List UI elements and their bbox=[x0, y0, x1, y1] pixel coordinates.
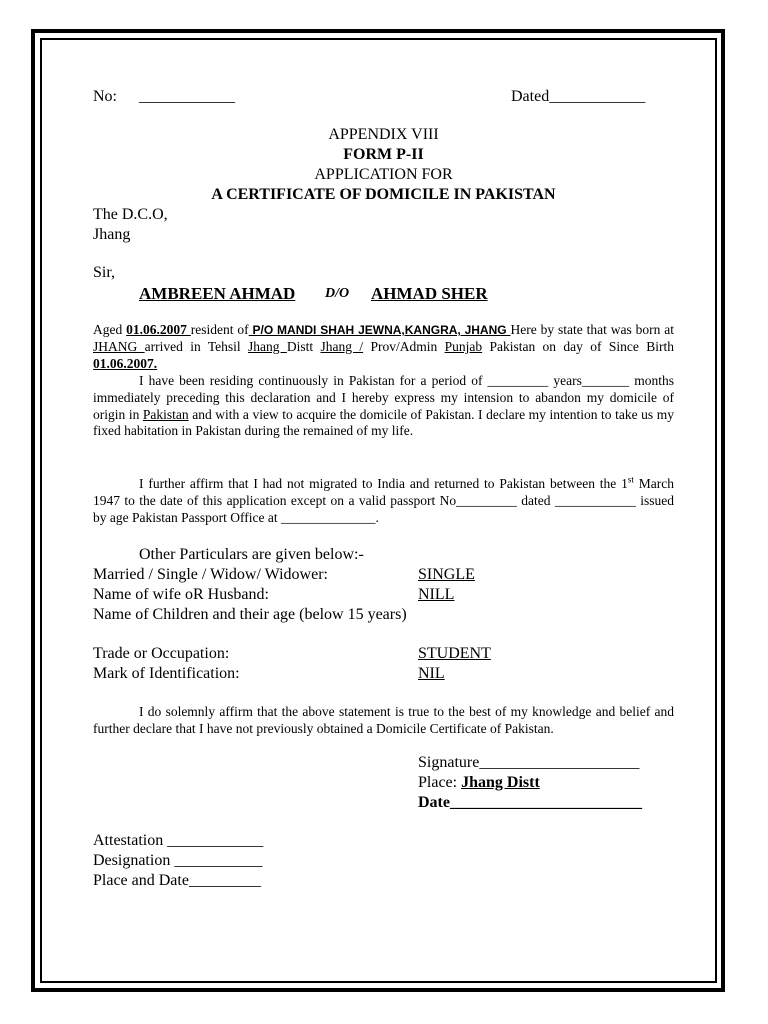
tehsil-value: Jhang bbox=[248, 338, 287, 354]
migration-text-a: I further affirm that I had not migrated to India and returned to Pakistan between the 1 bbox=[139, 476, 628, 491]
marital-label: Married / Single / Widow/ Widower: bbox=[93, 566, 328, 583]
migration-paragraph bbox=[93, 476, 674, 526]
birth-paragraph bbox=[93, 322, 674, 372]
form-title: FORM P-II bbox=[343, 146, 424, 163]
residence-text-b: and with a view to acquire the domicile of Pakistan. I declare my intention to take us my fixed habitation in Pakistan during the remained of my life. bbox=[93, 406, 674, 439]
designation-line: Designation ___________ bbox=[93, 852, 263, 869]
particulars-heading: Other Particulars are given below:- bbox=[139, 546, 364, 563]
signature-line: Signature____________________ bbox=[418, 754, 640, 771]
place-value: Jhang Distt bbox=[461, 774, 540, 791]
arrived-text: arrived in Tehsil bbox=[144, 338, 248, 354]
province-value: Punjab bbox=[444, 338, 483, 354]
addressee-line2: Jhang bbox=[93, 226, 131, 243]
dated-blank: ____________ bbox=[549, 88, 646, 105]
state-text: Here by state that was born at bbox=[510, 322, 674, 337]
number-label: No: bbox=[93, 88, 117, 105]
address-value: P/O MANDI SHAH JEWNA,KANGRA, JHANG bbox=[248, 323, 511, 337]
applicant-name: AMBREEN AHMAD bbox=[139, 284, 296, 303]
attestation-line: Attestation ____________ bbox=[93, 832, 264, 849]
marital-value: SINGLE bbox=[418, 566, 475, 583]
residence-paragraph bbox=[93, 373, 674, 440]
district-value: Jhang / bbox=[320, 338, 364, 354]
mark-value: NIL bbox=[418, 665, 445, 682]
dated-label: Dated bbox=[511, 88, 550, 105]
born-at-value: JHANG bbox=[93, 338, 145, 354]
country-value: Pakistan bbox=[142, 406, 189, 422]
occupation-label: Trade or Occupation: bbox=[93, 645, 230, 662]
on-day-text: Pakistan on day of Since Birth bbox=[482, 338, 674, 354]
affirmation-paragraph: I do solemnly affirm that the above statement is true to the best of my knowledge and belief and further declare that I have not previously obtained a Domicile Certificate of Pakistan. bbox=[93, 704, 674, 736]
date-line: Date________________________ bbox=[418, 794, 642, 811]
number-blank: ____________ bbox=[139, 88, 235, 105]
certificate-title: A CERTIFICATE OF DOMICILE IN PAKISTAN bbox=[211, 186, 556, 203]
children-label: Name of Children and their age (below 15 years) bbox=[93, 606, 407, 623]
application-for-title: APPLICATION FOR bbox=[314, 166, 453, 183]
number-field bbox=[93, 88, 235, 106]
spouse-label: Name of wife oR Husband: bbox=[93, 586, 269, 603]
place-label: Place: bbox=[418, 774, 462, 791]
place-date-line: Place and Date_________ bbox=[93, 872, 261, 889]
aged-text: Aged bbox=[93, 322, 127, 337]
occupation-value: STUDENT bbox=[418, 645, 491, 662]
salutation: Sir, bbox=[93, 264, 116, 281]
dated-field bbox=[511, 88, 645, 106]
migration-text-b: March 1947 to the date of this application except on a valid passport No_________ dated ____________ issued by age Pakistan Passport Office at ______________. bbox=[93, 476, 675, 525]
prov-text: Prov/Admin bbox=[363, 338, 445, 354]
residence-text-a: I have been residing continuously in Pakistan for a period of _________ years_______ months immediately preceding this declaration and I hereby express my intension to abandon my domicile of origin in bbox=[93, 373, 674, 422]
distt-text: Distt bbox=[286, 338, 321, 354]
place-line bbox=[418, 774, 540, 792]
since-date: 01.06.2007. bbox=[93, 355, 158, 371]
appendix-title: APPENDIX VIII bbox=[328, 126, 439, 143]
relation-label: D/O bbox=[325, 286, 350, 301]
spouse-value: NILL bbox=[418, 586, 455, 603]
father-name: AHMAD SHER bbox=[371, 284, 488, 303]
mark-label: Mark of Identification: bbox=[93, 665, 240, 682]
addressee-line1: The D.C.O, bbox=[93, 206, 168, 223]
date-of-birth: 01.06.2007 bbox=[126, 322, 191, 337]
resident-of-text: resident of bbox=[190, 322, 249, 337]
ordinal-suffix: st bbox=[627, 474, 634, 485]
